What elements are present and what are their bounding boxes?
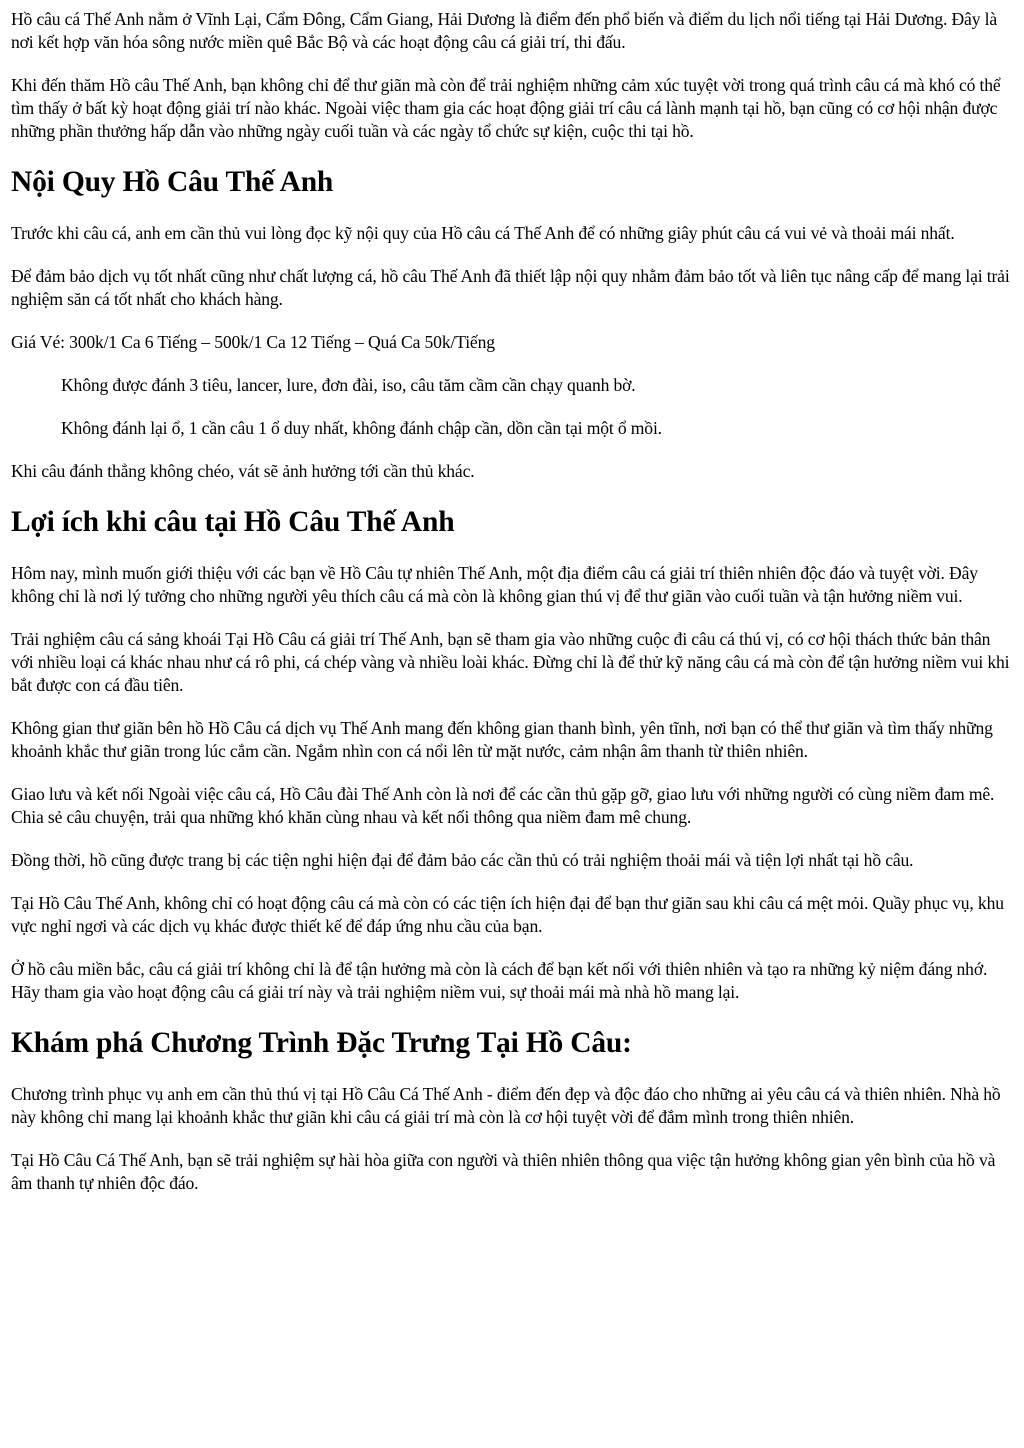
benefits-paragraph-3: Không gian thư giãn bên hồ Hồ Câu cá dịch vụ Thế Anh mang đến không gian thanh bình, yên tĩnh, nơi bạn có thể thư giãn và tìm thấy những khoảnh khắc thư giãn trong lúc cắm cần. Ngắm nhìn con cá nổi lên từ mặt nước, cảm nhận âm thanh từ thiên nhiên. [11, 718, 993, 761]
rule-item-1: Không được đánh 3 tiêu, lancer, lure, đơn đài, iso, câu tăm cầm cần chạy quanh bờ. [61, 375, 636, 395]
benefits-paragraph-4: Giao lưu và kết nối Ngoài việc câu cá, Hồ Câu đài Thế Anh còn là nơi để các cần thủ gặp gỡ, giao lưu với những người có cùng niềm đam mê. Chia sẻ câu chuyện, trải qua những khó khăn cùng nhau và kết nối thông qua niềm đam mê chung. [11, 784, 995, 827]
section-heading-programs: Khám phá Chương Trình Đặc Trưng Tại Hồ Câu: [11, 1027, 632, 1059]
rules-paragraph-1: Trước khi câu cá, anh em cần thủ vui lòng đọc kỹ nội quy của Hồ câu cá Thế Anh để có những giây phút câu cá vui vẻ và thoải mái nhất. [11, 223, 955, 243]
programs-paragraph-2: Tại Hồ Câu Cá Thế Anh, bạn sẽ trải nghiệm sự hài hòa giữa con người và thiên nhiên thông qua việc tận hưởng không gian yên bình của hồ và âm thanh tự nhiên độc đáo. [11, 1150, 996, 1193]
ticket-price: Giá Vé: 300k/1 Ca 6 Tiếng – 500k/1 Ca 12 Tiếng – Quá Ca 50k/Tiếng [11, 332, 495, 352]
benefits-paragraph-7: Ở hồ câu miền bắc, câu cá giải trí không chỉ là để tận hưởng mà còn là cách để bạn kết nối với thiên nhiên và tạo ra những kỷ niệm đáng nhớ. Hãy tham gia vào hoạt động câu cá giải trí này và trải nghiệm niềm vui, sự thoải mái mà nhà hồ mang lại. [11, 959, 988, 1002]
benefits-paragraph-5: Đồng thời, hồ cũng được trang bị các tiện nghi hiện đại để đảm bảo các cần thủ có trải nghiệm thoải mái và tiện lợi nhất tại hồ câu. [11, 850, 914, 870]
section-heading-benefits: Lợi ích khi câu tại Hồ Câu Thế Anh [11, 506, 455, 538]
benefits-paragraph-2: Trải nghiệm câu cá sảng khoái Tại Hồ Câu cá giải trí Thế Anh, bạn sẽ tham gia vào những cuộc đi câu cá thú vị, có cơ hội thách thức bản thân với nhiều loại cá khác nhau như cá rô phi, cá chép vàng và nhiều loài khác. Đừng chỉ là để thử kỹ năng câu cá mà còn để tận hưởng niềm vui khi bắt được con cá đầu tiên. [11, 629, 1010, 695]
rules-paragraph-3: Khi câu đánh thẳng không chéo, vát sẽ ảnh hưởng tới cần thủ khác. [11, 461, 475, 481]
intro-paragraph-2: Khi đến thăm Hồ câu Thế Anh, bạn không chỉ để thư giãn mà còn để trải nghiệm những cảm xúc tuyệt vời trong quá trình câu cá mà khó có thể tìm thấy ở bất kỳ hoạt động giải trí nào khác. Ngoài việc tham gia các hoạt động giải trí câu cá lành mạnh tại hồ, bạn cũng có cơ hội nhận được những phần thưởng hấp dẫn vào những ngày cuối tuần và các ngày tổ chức sự kiện, cuộc thi tại hồ. [11, 75, 1001, 141]
programs-paragraph-1: Chương trình phục vụ anh em cần thủ thú vị tại Hồ Câu Cá Thế Anh - điểm đến đẹp và độc đáo cho những ai yêu câu cá và thiên nhiên. Nhà hồ này không chỉ mang lại khoảnh khắc thư giãn khi câu cá giải trí mà còn là cơ hội tuyệt vời để đắm mình trong thiên nhiên. [11, 1084, 1001, 1127]
benefits-paragraph-6: Tại Hồ Câu Thế Anh, không chỉ có hoạt động câu cá mà còn có các tiện ích hiện đại để bạn thư giãn sau khi câu cá mệt mỏi. Quầy phục vụ, khu vực nghỉ ngơi và các dịch vụ khác được thiết kế để đáp ứng nhu cầu của bạn. [11, 893, 1004, 936]
intro-paragraph-1: Hồ câu cá Thế Anh nằm ở Vĩnh Lại, Cẩm Đông, Cẩm Giang, Hải Dương là điểm đến phổ biến và điểm du lịch nổi tiếng tại Hải Dương. Đây là nơi kết hợp văn hóa sông nước miền quê Bắc Bộ và các hoạt động câu cá giải trí, thi đấu. [11, 9, 998, 52]
rules-paragraph-2: Để đảm bảo dịch vụ tốt nhất cũng như chất lượng cá, hồ câu Thế Anh đã thiết lập nội quy nhằm đảm bảo tốt và liên tục nâng cấp để mang lại trải nghiệm săn cá tốt nhất cho khách hàng. [11, 266, 1010, 309]
rule-item-2: Không đánh lại ổ, 1 cần câu 1 ổ duy nhất, không đánh chập cần, dồn cần tại một ổ mồi. [61, 418, 662, 438]
section-heading-rules: Nội Quy Hồ Câu Thế Anh [11, 166, 334, 198]
benefits-paragraph-1: Hôm nay, mình muốn giới thiệu với các bạn về Hồ Câu tự nhiên Thế Anh, một địa điểm câu cá giải trí thiên nhiên độc đáo và tuyệt vời. Đây không chỉ là nơi lý tưởng cho những người yêu thích câu cá mà còn là không gian thú vị để thư giãn vào cuối tuần và tận hưởng niềm vui. [11, 563, 978, 606]
